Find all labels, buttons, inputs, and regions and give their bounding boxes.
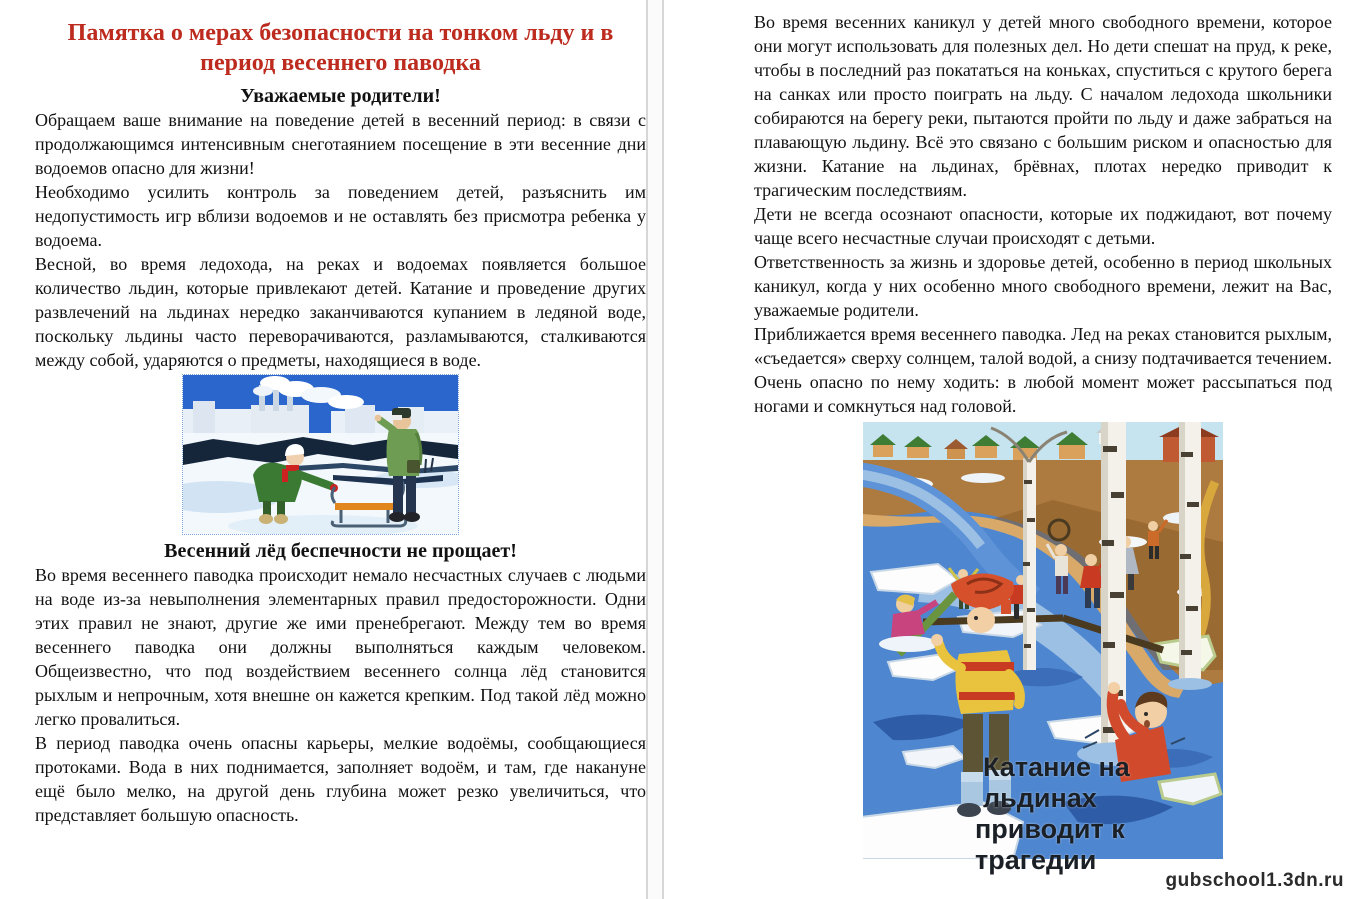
paragraph: Во время весеннего паводка происходит немало несчастных случаев с людьми на воде из-за невыполнения элементарных правил предосторожности. Одни этих правил не знают, другие же ими пренебрегают. Между тем во время весеннего паводка они должны выполняться каждым человеком. Общеизвестно, что под воздействием весеннего солнца лёд становится рыхлым и непрочным, хотя внешне он кажется крепким. Под такой лёд можно легко провалиться. [35,565,646,729]
winter-sled-illustration-svg [183,375,458,534]
caption-line-1: Катание на льдинах [983,752,1130,813]
paragraph: Необходимо усилить контроль за поведением детей, разъяснить им недопустимость игр вблизи водоемов и не оставлять без присмотра ребенка у водоема. [35,182,646,250]
page-title: Памятка о мерах безопасности на тонком льду и в период весеннего паводка [67,20,614,76]
paragraph: Ответственность за жизнь и здоровье детей, особенно в период школьных каникул, когда у них особенно много свободного времени, лежит на Вас, уважаемые родители. [754,252,1332,320]
paragraph: Во время весенних каникул у детей много свободного времени, которое они могут использовать для полезных дел. Но дети спешат на пруд, к реке, чтобы в последний раз покататься на коньках, спуститься с крутого берега на санках или просто поиграть на льду. С началом ледохода школьники собираются на берегу реки, пытаются пройти по льду и даже забраться на плавающую льдину. Всё это связано с большим риском и опасностью для жизни. Катание на льдинах, брёвнах, плотах нередко приводит к трагическим последствиям. [754,12,1332,200]
caption-line-2: приводит к трагедии [975,814,1125,875]
page-right-content [661,0,1332,875]
paragraph: Дети не всегда осознают опасности, которые их поджидают, вот почему чаще всего несчастные случаи происходят с детьми. [754,204,1332,248]
page-right [661,0,1352,899]
ice-floes-illustration [863,422,1223,875]
paragraph: Весной, во время ледохода, на реках и водоемах появляется большое количество льдин, которые привлекают детей. Катание и проведение других развлечений на льдинах нередко заканчиваются купанием в ледяной воде, поскольку льдины часто переворачиваются, разламываются, сталкиваются между собой, ударяются о предметы, находящиеся в воде. [35,254,646,370]
greeting-heading: Уважаемые родители! [240,85,441,107]
paragraph: В период паводка очень опасны карьеры, мелкие водоёмы, сообщающиеся протоками. Вода в них поднимается, заполняет водоём, и там, где накануне ещё было мелко, на другой день глубина может резко увеличиться, что представляет большую опасность. [35,733,646,825]
ice-warning-heading: Весенний лёд беспечности не прощает! [164,540,517,562]
page-left-content [0,0,646,827]
winter-sled-illustration [15,374,626,535]
paragraph: Обращаем ваше внимание на поведение детей в весенний период: в связи с продолжающимся интенсивным снеготаянием посещение в эти весенние дни водоемов опасно для жизни! [35,110,646,178]
paragraph: Приближается время весеннего паводка. Лед на реках становится рыхлым, «съедается» сверху солнцем, талой водой, а снизу подтачивается течением. Очень опасно по нему ходить: в любой момент может рассыпаться под ногами и сомкнуться над головой. [754,324,1332,416]
site-watermark: gubschool1.3dn.ru [1165,870,1344,891]
page-left [0,0,646,899]
illustration-caption [975,752,1223,876]
